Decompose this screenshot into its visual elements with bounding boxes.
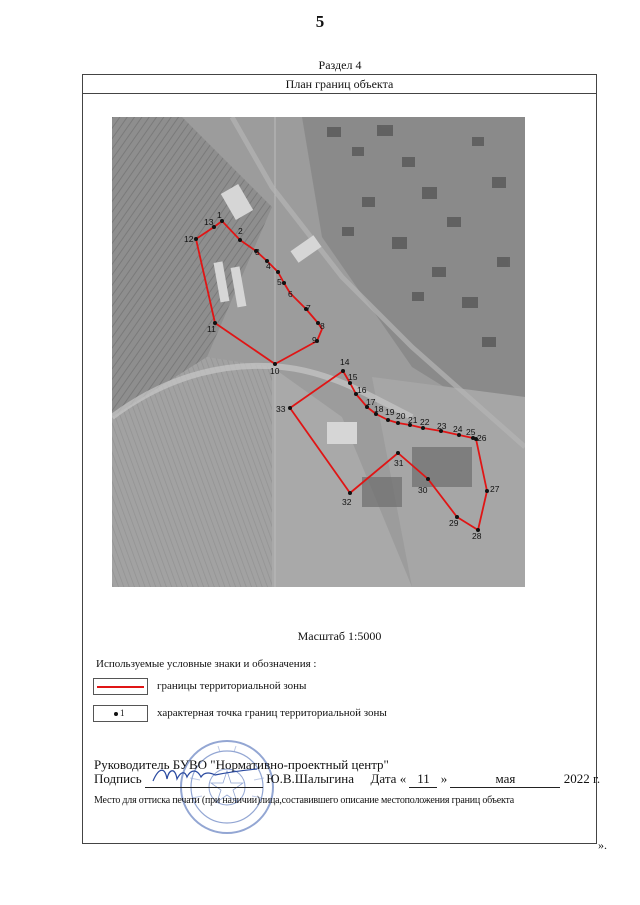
map-point-label: 17 [366,397,376,407]
legend-title: Используемые условные знаки и обозначения : [96,658,317,670]
legend-point-symbol [93,705,148,722]
map-point-label: 18 [374,404,384,414]
map-point-label: 28 [472,531,482,541]
signature-label: Подпись [94,771,142,786]
seal-place-note: Место для оттиска печати (при наличии)лица,составившего описание местоположения границ объекта [94,795,515,806]
date-day-close: » [440,771,448,786]
map-point-label: 29 [449,518,459,528]
map-point-label: 16 [357,385,367,395]
handwritten-signature [145,763,263,787]
map-point-label: 27 [490,484,500,494]
date-month: мая [450,771,560,788]
map-point-label: 9 [312,335,317,345]
signatory-role: Руководитель БУВО "Нормативно-проектный центр" [94,757,389,772]
date-day: 11 [409,771,437,788]
legend-point-symbol-label: 1 [120,708,125,718]
map-point-label: 7 [306,303,311,313]
legend-point-label: характерная точка границ территориальной зоны [157,707,387,719]
map-point-label: 30 [418,485,428,495]
boundary-line-swatch [97,686,144,688]
map-point-label: 19 [385,407,395,417]
map-point-label: 1 [217,210,222,220]
signatory-name: Ю.В.Шалыгина [266,771,355,786]
map-point-label: 32 [342,497,352,507]
map-point-label: 3 [255,247,260,257]
signature-row [94,771,600,788]
map-point-label: 8 [320,321,325,331]
closing-mark: ». [598,838,607,852]
map-point-label: 23 [437,421,447,431]
map-point-label: 6 [288,289,293,299]
point-dot-icon [114,712,118,716]
map-point-label: 25 [466,427,476,437]
legend-boundary-label: границы территориальной зоны [157,680,307,692]
map-point-label: 4 [266,261,271,271]
map-point-label: 22 [420,417,430,427]
date-year: 2022 г. [563,771,601,786]
page-number: 5 [315,12,325,31]
map-point-label: 14 [340,357,350,367]
scale-label: Масштаб 1:5000 [297,629,382,643]
date-label: Дата « [370,771,407,786]
map-point-label: 15 [348,372,358,382]
map-point-label: 10 [270,366,280,376]
signature-field [145,773,263,788]
map-point-label: 12 [184,234,194,244]
map-point-label: 11 [207,324,216,334]
map-point-label: 21 [408,415,418,425]
map-point-label: 33 [276,404,286,414]
map-point-label: 13 [204,217,214,227]
frame-title: План границ объекта [83,75,596,94]
map-point-label: 2 [238,226,243,236]
map-point-label: 20 [396,411,406,421]
satellite-map [112,117,525,587]
section-label: Раздел 4 [318,58,362,72]
legend-boundary-symbol [93,678,148,695]
map-point-label: 5 [277,277,282,287]
map-point-label: 26 [477,433,487,443]
map-point-label: 24 [453,424,463,434]
map-point-label: 31 [394,458,404,468]
